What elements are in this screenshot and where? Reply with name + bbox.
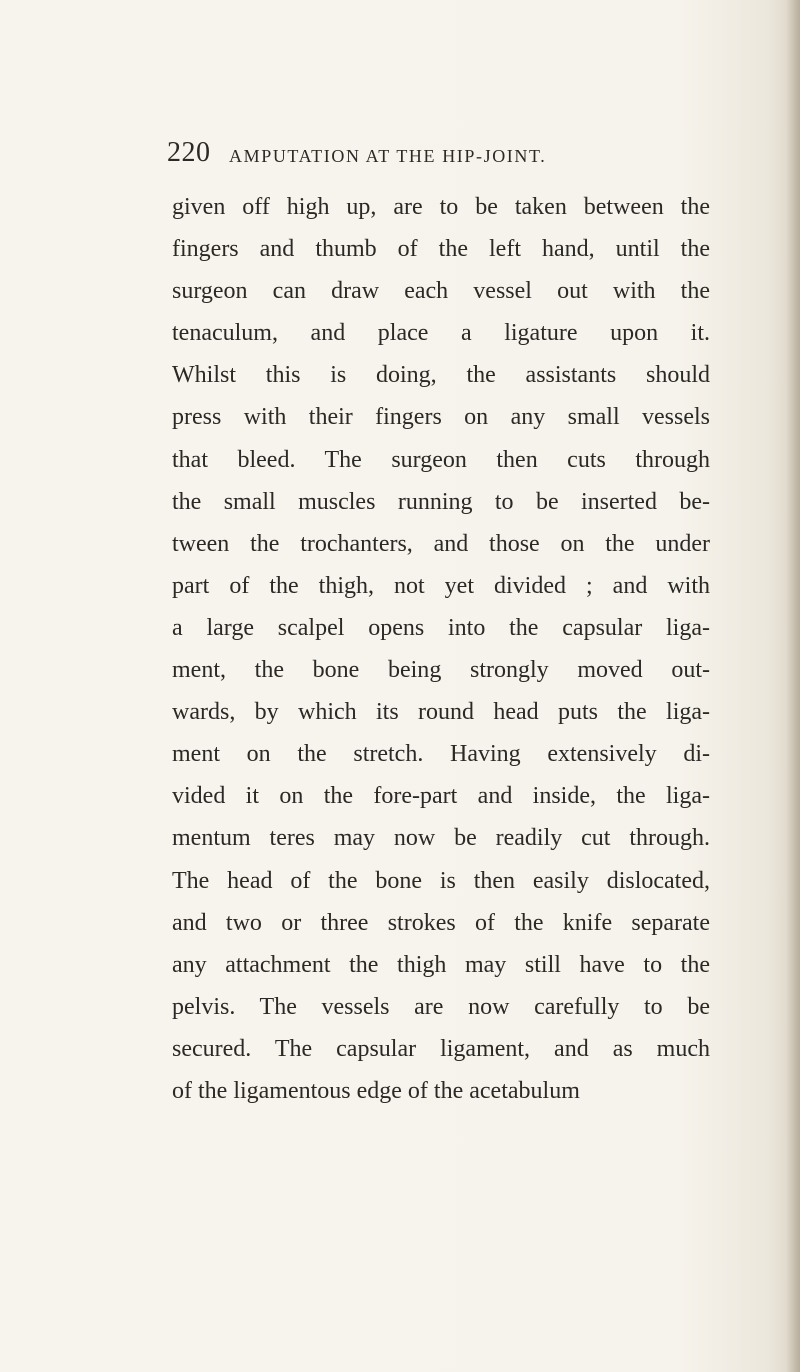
text-line: of the ligamentous edge of the acetabulum <box>172 1077 580 1104</box>
page-number: 220 <box>167 137 211 168</box>
text-line: ment on the stretch. Having extensively di- <box>172 741 710 768</box>
text-line: surgeon can draw each vessel out with the <box>172 278 710 305</box>
text-line: secured. The capsular ligament, and as much <box>172 1035 710 1062</box>
text-line: pelvis. The vessels are now carefully to be <box>172 993 710 1020</box>
text-line: tenaculum, and place a ligature upon it. <box>172 320 710 347</box>
text-line: part of the thigh, not yet divided ; and with <box>172 572 710 599</box>
running-head: AMPUTATION AT THE HIP-JOINT. <box>229 146 547 166</box>
text-line: mentum teres may now be readily cut through. <box>172 825 710 852</box>
text-line: press with their fingers on any small vessels <box>172 404 710 431</box>
text-line: that bleed. The surgeon then cuts through <box>172 446 710 473</box>
text-line: any attachment the thigh may still have to the <box>172 951 710 978</box>
text-line: wards, by which its round head puts the liga- <box>172 699 710 726</box>
body-text <box>172 186 710 1112</box>
text-line: a large scalpel opens into the capsular liga- <box>172 614 710 641</box>
text-line: given off high up, are to be taken between the <box>172 194 710 220</box>
text-line: the small muscles running to be inserted be- <box>172 488 710 515</box>
text-line: tween the trochanters, and those on the under <box>172 530 710 557</box>
text-line: The head of the bone is then easily dislocated, <box>172 867 710 894</box>
page-header <box>167 138 667 174</box>
text-line: fingers and thumb of the left hand, until the <box>172 236 710 263</box>
text-line: Whilst this is doing, the assistants should <box>172 362 710 389</box>
text-line: vided it on the fore-part and inside, the liga- <box>172 783 710 810</box>
text-line: ment, the bone being strongly moved out- <box>172 657 710 684</box>
text-line: and two or three strokes of the knife separate <box>172 909 710 936</box>
page-edge-shadow <box>786 0 800 1372</box>
